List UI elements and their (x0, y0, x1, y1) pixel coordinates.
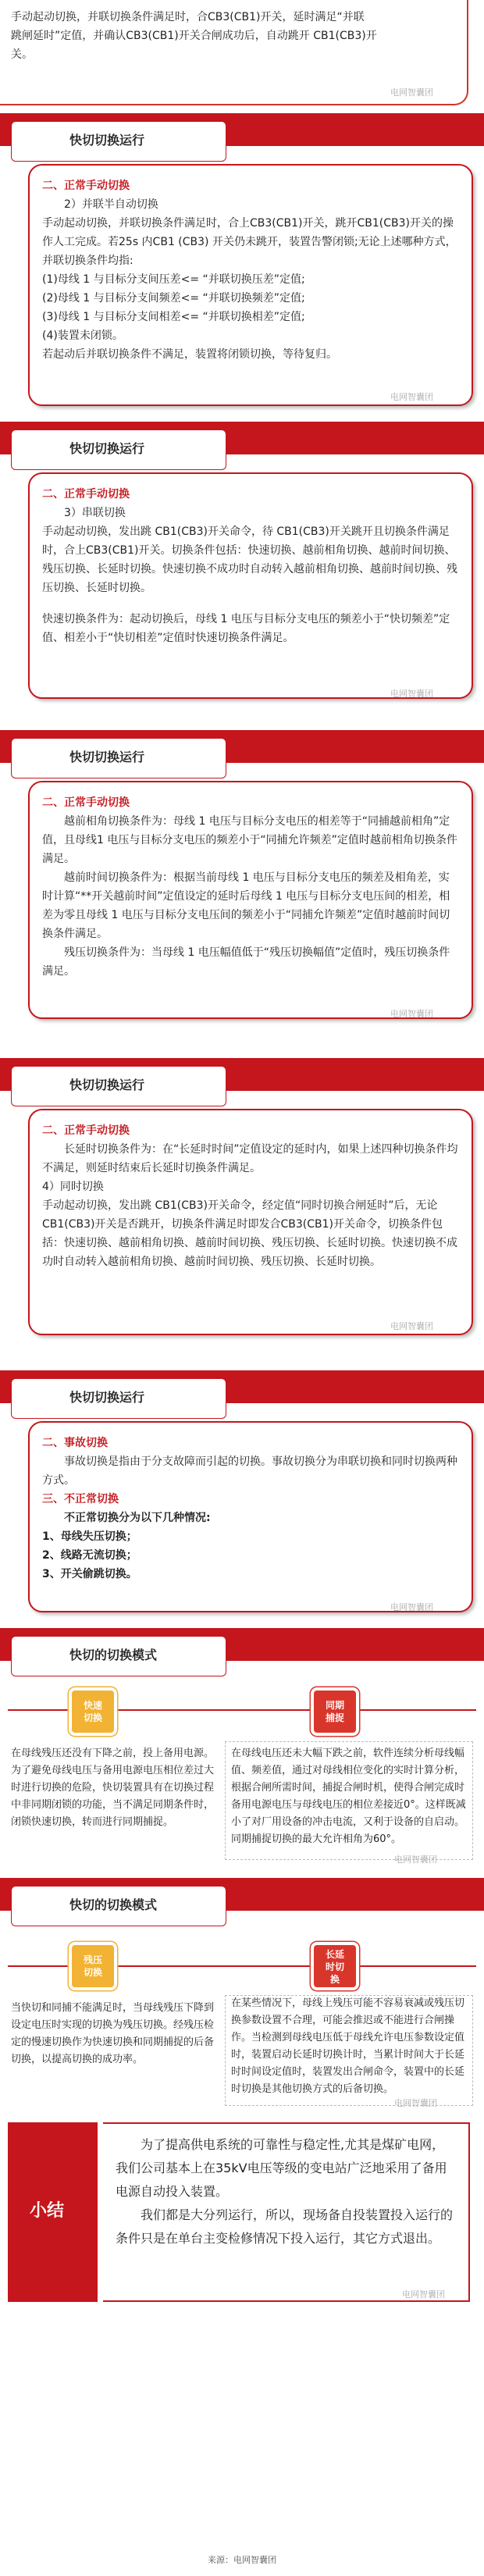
long-delay-text: 在某些情况下，母线上残压可能不容易衰减或残压切换参数设置不合理，可能会推迟或不能进行合闸操作。当检测到母线电压低于母线允许电压参数设定值时，装置启动长延时切换计时，当累计时间大于长延时时间设定值时，装置发出合闸命令，装置中的长延时切换是其他切换方式的后备切换。 (231, 1997, 465, 2095)
summary-section (8, 2122, 476, 2302)
section-title-box (11, 1066, 226, 1106)
watermark: 电网智囊团 (390, 1321, 433, 1331)
paragraph: 若起动后并联切换条件不满足，装置将闭锁切换，等待复归。 (42, 348, 337, 361)
section-title: 快切的切换模式 (69, 1648, 158, 1662)
intro-line-2: 跳闸延时”定值，并确认CB3(CB1)开关合闸成功后，自动跳开 CB1(CB3)开 (11, 30, 377, 42)
list-item: 1、母线失压切换； (42, 1530, 137, 1543)
paragraph: 手动起动切换，发出跳 CB1(CB3)开关命令，经定值“同时切换合闸延时”后，无论 CB1(CB3)开关是否跳开，切换条件满足时即发合CB3(CB1)开关命令，切换条件包括：快速切换、越前相角切换、越前时间切换、残压切换、长延时切换。快速切换不成功时自动转入越前相角切换、越前时间切换、残压切换、长延时切换。 (42, 1199, 457, 1268)
summary-content (103, 2122, 470, 2302)
paragraph: 不正常切换分为以下几种情况: (64, 1512, 211, 1524)
long-delay-badge: 长延 时切 换 (311, 1942, 359, 1990)
residual-voltage-text: 当快切和同捕不能满足时，当母线残压下降到设定电压时实现的切换为残压切换。经残压检定的慢速切换作为快速切换和同期捕捉的后备切换，以提高切换的成功率。 (11, 2002, 215, 2065)
list-item: (3)母线 1 与目标分支间相差<= “并联切换相差”定值; (42, 311, 305, 323)
watermark: 电网智囊团 (394, 1855, 437, 1865)
paragraph: 为了提高供电系统的可靠性与稳定性,尤其是煤矿电网，我们公司基本上在35kV电压等级的变电站广泛地采用了备用电源自动投入装置。 (116, 2137, 447, 2199)
section-title: 快切切换运行 (69, 1390, 145, 1405)
section-title: 快切切换运行 (69, 441, 145, 456)
source-note: 来源：电网智囊团 (208, 2555, 276, 2565)
section-title-box (11, 1378, 226, 1419)
section-banner (0, 1370, 484, 1403)
paragraph: 快速切换条件为：起动切换后，母线 1 电压与目标分支电压的频差小于“快切频差”定值、相差小于“快切相差”定值时快速切换条件满足。 (42, 613, 450, 644)
mode-section-1 (0, 1628, 484, 1870)
section-content-2 (28, 472, 473, 699)
section-title-box (11, 738, 226, 779)
fast-switch-badge: 快速 切换 (69, 1687, 117, 1736)
list-item: 3、开关偷跳切换。 (42, 1568, 137, 1580)
intro-line-1: 手动起动切换，并联切换条件满足时，合CB3(CB1)开关，延时满足“并联 (11, 11, 365, 23)
section-subtitle: 二、事故切换 (42, 1437, 108, 1449)
list-item: (2)母线 1 与目标分支间频差<= “并联切换频差”定值; (42, 292, 305, 305)
section-subtitle: 二、正常手动切换 (42, 180, 130, 192)
summary-label-panel (8, 2122, 98, 2302)
watermark: 电网智囊团 (390, 1602, 433, 1612)
section-content-1 (28, 164, 473, 406)
section-banner (0, 422, 484, 454)
section-subtitle: 三、不正常切换 (42, 1493, 119, 1505)
intro-line-3: 关。 (11, 48, 33, 61)
paragraph: 越前时间切换条件为：根据当前母线 1 电压与目标分支电压的频差及相角差，实时计算“**开关越前时间”定值设定的延时后母线 1 电压与目标分支电压间的相差，相差为零且母线 1 电压与目标分支电压间的频差小于“同捕允许频差”定值时越前时间切换条件满足。 (42, 871, 450, 940)
mode-section-2 (0, 1878, 484, 2112)
fast-switch-text: 在母线残压还没有下降之前，投上备用电源。为了避免母线电压与备用电源电压相位差过大时进行切换的危险，快切装置具有在切换过程中非同期闭锁的功能，当不满足同期条件时，闭锁快速切换，转而进行同期捕捉。 (11, 1748, 215, 1828)
section-subtitle: 二、正常手动切换 (42, 796, 130, 809)
watermark: 电网智囊团 (390, 1009, 433, 1019)
paragraph: 手动起动切换，发出跳 CB1(CB3)开关命令，待 CB1(CB3)开关跳开且切换条件满足时，合上CB3(CB1)开关。切换条件包括：快速切换、越前相角切换、越前时间切换、残压切换、长延时切换。快速切换不成功时自动转入越前相角切换、越前时间切换、残压切换、长延时切换。 (42, 526, 457, 594)
section-title-box (11, 429, 226, 470)
paragraph: 我们都是大分列运行，所以，现场备自投装置投入运行的条件只是在单台主变检修情况下投入运行，其它方式退出。 (116, 2207, 454, 2246)
section-banner (0, 730, 484, 763)
paragraph: 3）串联切换 (64, 507, 126, 519)
section-subtitle: 二、正常手动切换 (42, 488, 130, 501)
paragraph: 2）并联半自动切换 (64, 198, 158, 211)
section-title-box (11, 1636, 226, 1676)
paragraph: 事故切换是指由于分支故障而引起的切换。事故切换分为串联切换和同时切换两种方式。 (42, 1455, 457, 1487)
section-banner (0, 1628, 484, 1661)
paragraph: 长延时切换条件为：在“长延时时间”定值设定的延时内，如果上述四种切换条件均不满足，则延时结束后长延时切换条件满足。 (42, 1143, 458, 1174)
section-title: 快切切换运行 (69, 133, 145, 148)
list-item: (1)母线 1 与目标分支间压差<= “并联切换压差”定值; (42, 273, 305, 286)
sync-capture-badge: 同期 捕捉 (311, 1687, 359, 1736)
section-banner (0, 1878, 484, 1911)
section-title: 快切切换运行 (69, 1078, 145, 1092)
section-content-5 (28, 1421, 473, 1612)
paragraph: 残压切换条件为：当母线 1 电压幅值低于“残压切换幅值”定值时，残压切换条件满足。 (42, 946, 450, 978)
section-banner (0, 113, 484, 146)
watermark: 电网智囊团 (390, 392, 433, 402)
section-banner (0, 1058, 484, 1091)
watermark: 电网智囊团 (402, 2289, 445, 2300)
summary-label: 小结 (30, 2201, 65, 2221)
list-item: 2、线路无流切换； (42, 1549, 137, 1562)
section-title: 快切切换运行 (69, 750, 145, 764)
paragraph: 越前相角切换条件为：母线 1 电压与目标分支电压的相差等于“同捕越前相角”定值，且母线1 电压与目标分支电压的频差小于“同捕允许频差”定值时越前相角切换条件满足。 (42, 815, 457, 865)
section-title-box (11, 1886, 226, 1926)
watermark: 电网智囊团 (390, 689, 433, 699)
paragraph: 4）同时切换 (42, 1181, 104, 1193)
list-item: (4)装置未闭锁。 (42, 330, 123, 342)
section-content-4 (28, 1109, 473, 1335)
paragraph: 手动起动切换，并联切换条件满足时，合上CB3(CB1)开关，跳开CB1(CB3)开关的操作人工完成。若25s 内CB1 (CB3) 开关仍未跳开，装置告警闭锁;无论上述哪种方式，并联切换条件均指: (42, 217, 457, 267)
watermark: 电网智囊团 (390, 87, 433, 98)
sync-capture-text: 在母线电压还未大幅下跌之前，软件连续分析母线幅值、频差值，通过对母线相位变化的实时计算分析，根据合闸所需时间，捕捉合闸时机，使得合闸完成时备用电源电压与母线电压的相位差接近0°。这样既减小了对厂用设备的冲击电流，又利于设备的自启动。同期捕捉切换的最大允许相角为60°。 (231, 1748, 466, 1845)
section-title-box (11, 121, 226, 162)
section-content-3 (28, 781, 473, 1019)
section-subtitle: 二、正常手动切换 (42, 1124, 130, 1137)
section-title: 快切的切换模式 (69, 1897, 158, 1912)
watermark: 电网智囊团 (394, 2098, 437, 2108)
residual-voltage-badge: 残压 切换 (69, 1942, 117, 1990)
